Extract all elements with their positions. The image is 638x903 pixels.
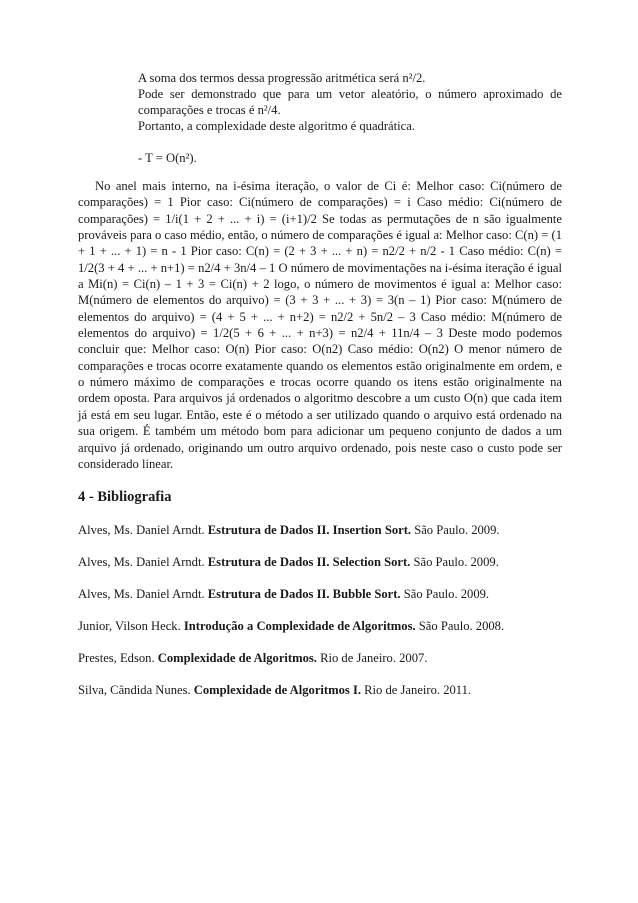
reference-author: Silva, Cândida Nunes. — [78, 683, 194, 697]
reference-author: Junior, Vilson Heck. — [78, 619, 184, 633]
reference-title: Complexidade de Algoritmos I. — [193, 683, 361, 697]
reference-list — [78, 522, 578, 714]
reference-publisher: Rio de Janeiro. 2011. — [361, 683, 472, 697]
reference-publisher: São Paulo. 2009. — [411, 523, 500, 537]
reference-item — [78, 682, 578, 714]
random-vector-line: Pode ser demonstrado que para um vetor aleatório, o número aproximado de comparações e trocas é n²/4. — [138, 87, 562, 117]
reference-item — [78, 650, 578, 682]
reference-publisher: São Paulo. 2008. — [415, 619, 505, 633]
sum-line: A soma dos termos dessa progressão aritmética será n²/2. — [138, 71, 426, 85]
reference-item — [78, 522, 578, 554]
analysis-paragraph: No anel mais interno, na i-ésima iteração, o valor de Ci é: Melhor caso: Ci(número de comparações) = 1 Pior caso: Ci(número de comparações) = i Caso médio: Ci(número de comparações) = 1/i(1 + 2 + ... + i) = (i+1)/2 Se todas as permutações de n são igualmente prováveis para o caso médio, então, o número de comparações é igual a: Melhor caso: C(n) = (1 + 1 + ... + 1) = n - 1 Pior caso: C(n) = (2 + 3 + ... + n) = n2/2 + n/2 - 1 Caso médio: C(n) = 1/2(3 + 4 + ... + n+1) = n2/4 + 3n/4 – 1 O número de movimentações na i-ésima iteração é igual a Mi(n) = Ci(n) – 1 + 3 = Ci(n) + 2 logo, o número de movimentos é igual a: Melhor caso: M(número de elementos do arquivo) = (3 + 3 + ... + 3) = 3(n – 1) Pior caso: M(número de elementos do arquivo) = (4 + 5 + ... + n+2) = n2/2 + 5n/2 – 3 Caso médio: M(número de elementos do arquivo) = 1/2(5 + 6 + ... + n+3) = n2/4 + 11n/4 – 3 Deste modo podemos concluir que: Melhor caso: O(n) Pior caso: O(n2) Caso médio: O(n2) O menor número de comparações e trocas ocorre exatamente quando os elementos estão originalmente em ordem, e o número máximo de comparações e trocas ocorre quando os itens estão originalmente na ordem oposta. Para arquivos já ordenados o algoritmo descobre a um custo O(n) que cada item já está em seu lugar. Então, este é o método a ser utilizado quando o arquivo está ordenado na sua origem. É também um método bom para adicionar um pequeno conjunto de dados a um arquivo já ordenado, originando um outro arquivo ordenado, pois neste caso o custo pode ser considerado linear. — [78, 179, 562, 471]
reference-item — [78, 586, 578, 618]
reference-item — [78, 554, 578, 586]
reference-publisher: São Paulo. 2009. — [400, 587, 490, 601]
big-o-line: - T = O(n²). — [138, 151, 197, 165]
conclusion-line: Portanto, a complexidade deste algoritmo é quadrática. — [138, 119, 415, 133]
reference-author: Prestes, Edson. — [78, 651, 158, 665]
reference-item — [78, 618, 578, 650]
reference-author: Alves, Ms. Daniel Arndt. — [78, 523, 208, 537]
reference-publisher: Rio de Janeiro. 2007. — [316, 651, 428, 665]
reference-title: Introdução a Complexidade de Algoritmos. — [183, 619, 416, 633]
reference-title: Estrutura de Dados II. Selection Sort. — [207, 555, 411, 569]
reference-title: Estrutura de Dados II. Bubble Sort. — [207, 587, 401, 601]
reference-publisher: São Paulo. 2009. — [410, 555, 499, 569]
reference-author: Alves, Ms. Daniel Arndt. — [78, 587, 208, 601]
bibliography-heading: 4 - Bibliografia — [78, 489, 172, 505]
reference-title: Estrutura de Dados II. Insertion Sort. — [207, 523, 412, 537]
reference-title: Complexidade de Algoritmos. — [157, 651, 317, 665]
reference-author: Alves, Ms. Daniel Arndt. — [78, 555, 208, 569]
complexity-summary — [138, 70, 562, 166]
